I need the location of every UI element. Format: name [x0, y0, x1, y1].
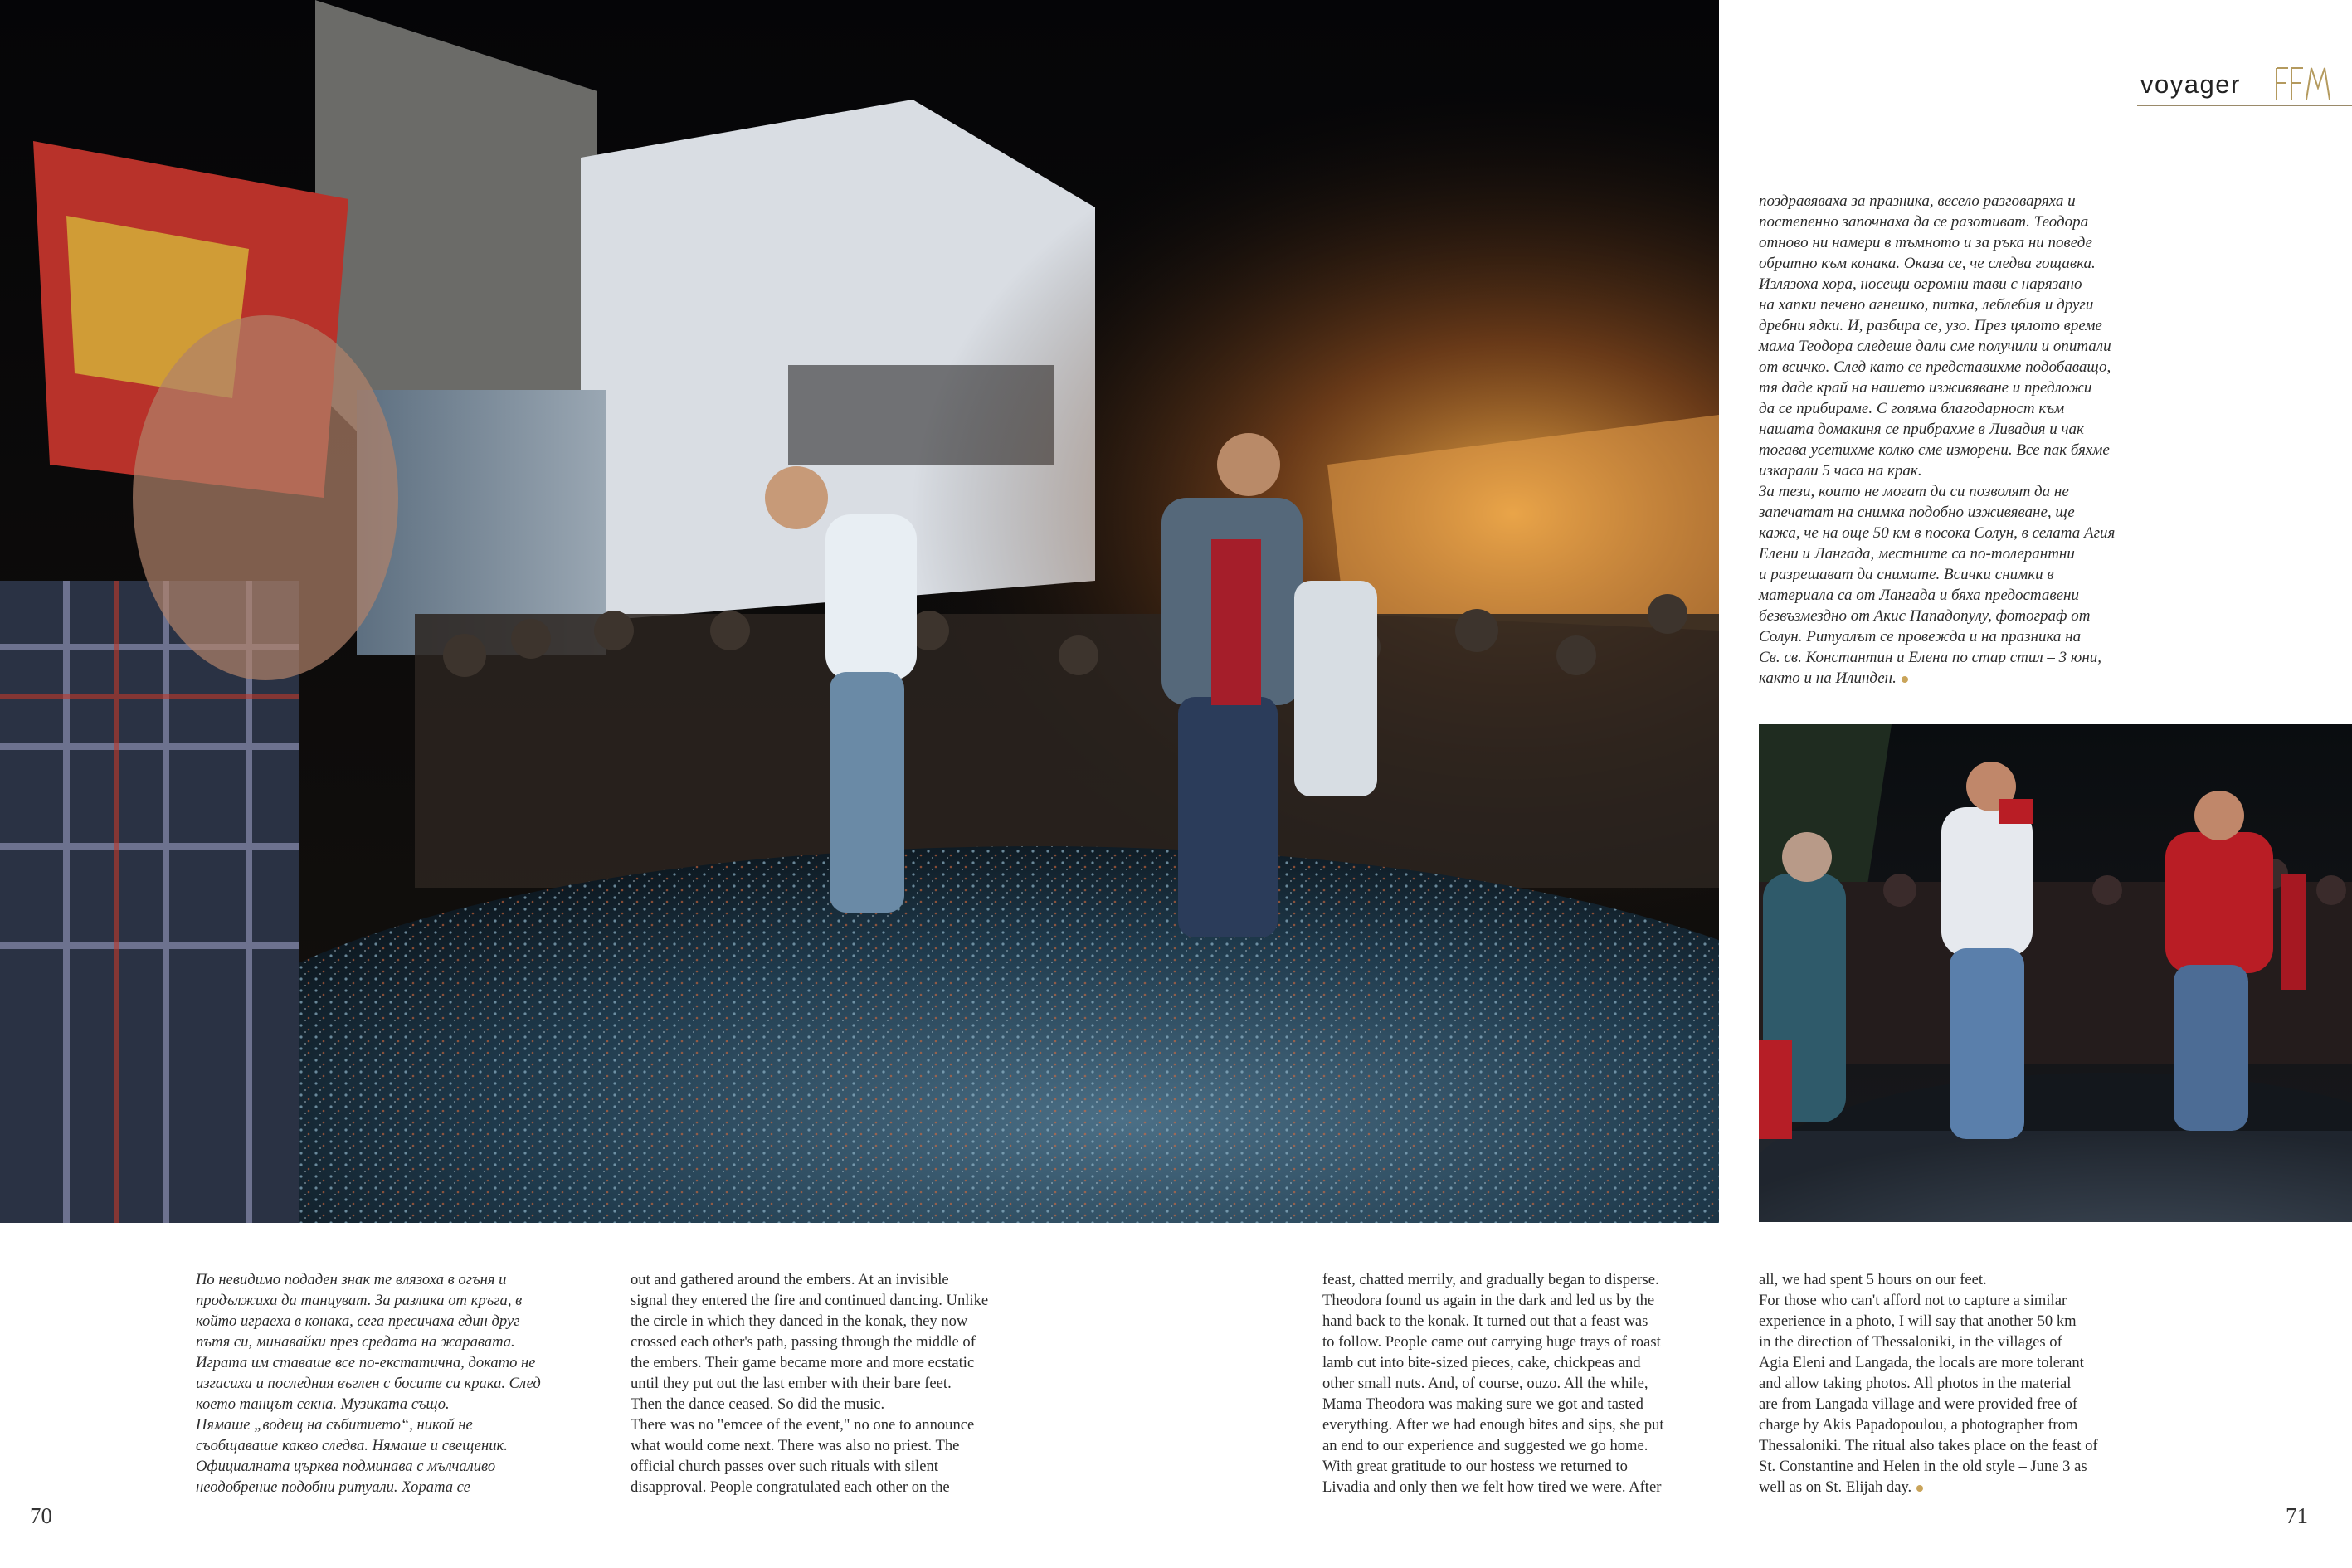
article-column-bg-continued: поздравяваха за празника, весело разговаряха и постепенно започнаха да се разотиват. Теодора отново ни намери в тъмното и за ръка ни поведе обратно към конака. Оказа се, че следва гощавка. Излязоха хора, носещи огромни тави с нарязано на хапки печено агнешко, питка, леблебия и други дребни ядки. И, разбира се, узо. През цялото време мама Теодора следеше дали сме получили и опитали от всичко. След като се представихме подобаващо, тя даде край на нашето изживяване и предложи да се прибираме. С голяма благодарност към нашата домакиня се прибрахме в Ливадия и чак тогава усетихме колко сме изморени. Все пак бяхме изкарали 5 часа на крак. За тези, които не могат да си позволят да не запечатат на снимка подобно изживяване, ще кажа, че на още 50 км в посока Солун, в селата Агия Елени и Лангада, местните са по-толерантни и разрешават да снимате. Всички снимки в материала са от Лангада и бяха предоставени безвъзмездно от Акис Пападопулу, фотограф от Солун. Ритуалът се провежда и на празника на Св. св. Константин и Елена по стар стил – 3 юни, както и на Илинден.: [1759, 192, 2116, 687]
article-column-en-1: out and gathered around the embers. At an invisible signal they entered the fire and continued dancing. Unlike the circle in which they danced in the konak, they now crossed each other's path, passing through the middle of the embers. Their game became more and more ecstatic until they put out the last ember with their bare feet. Then the dance ceased. So did the music. There was no "emcee of the event," no one to announce what would come next. There was also no priest. The official church passes over such rituals with silent disapproval. People congratulated each other on the: [631, 1271, 989, 1496]
article-column-bg: По невидимо подаден знак те влязоха в огъня и продължиха да танцуват. За разлика от кръга, в който играеха в конака, сега пресичаха един друг пътя си, минавайки през средата на жаравата. Играта им ставаше все по-екстатична, докато не изгасиха и последния въглен с босите си крака. След което танцът секна. Музиката също. Нямаше „водещ на събитието“, никой не съобщаваше какво следва. Нямаше и свещеник. Официалната църква подминава с мълчаливо неодобрение подобни ритуали. Хората се: [196, 1271, 541, 1496]
section-title: voyager: [2140, 70, 2241, 99]
header-rule: [2137, 105, 2352, 106]
page-number-right: 71: [2286, 1503, 2308, 1528]
secondary-photo: [1759, 724, 2352, 1222]
article-column-en-3: all, we had spent 5 hours on our feet. For those who can't afford not to capture a similar experience in a photo, I will say that another 50 km in the direction of Thessaloniki, in the villages of Agia Eleni and Langada, the locals are more tolerant and allow taking photos. All photos in the material are from Langada village and were provided free of charge by Akis Papadopoulou, a photographer from Thessaloniki. The ritual also takes place on the feast of St. Constantine and Helen in the old style – June 3 as well as on St. Elijah day.: [1759, 1271, 2098, 1496]
end-mark-icon: [1916, 1485, 1923, 1492]
article-column-en-2: feast, chatted merrily, and gradually began to disperse. Theodora found us again in the dark and led us by the hand back to the konak. It turned out that a feast was to follow. People came out carrying huge trays of roast lamb cut into bite-sized pieces, cake, chickpeas and other small nuts. And, of course, ouzo. All the while, Mama Theodora was making sure we got and tasted everything. After we had enough bites and sips, she put an end to our experience and suggested we go home. With great gratitude to our hostess we returned to Livadia and only then we felt how tired we were. After: [1322, 1271, 1664, 1496]
page-number-left: 70: [30, 1503, 52, 1528]
magazine-logo-icon: [2273, 63, 2333, 103]
section-header: [2137, 63, 2352, 106]
end-mark-icon: [1902, 676, 1908, 683]
